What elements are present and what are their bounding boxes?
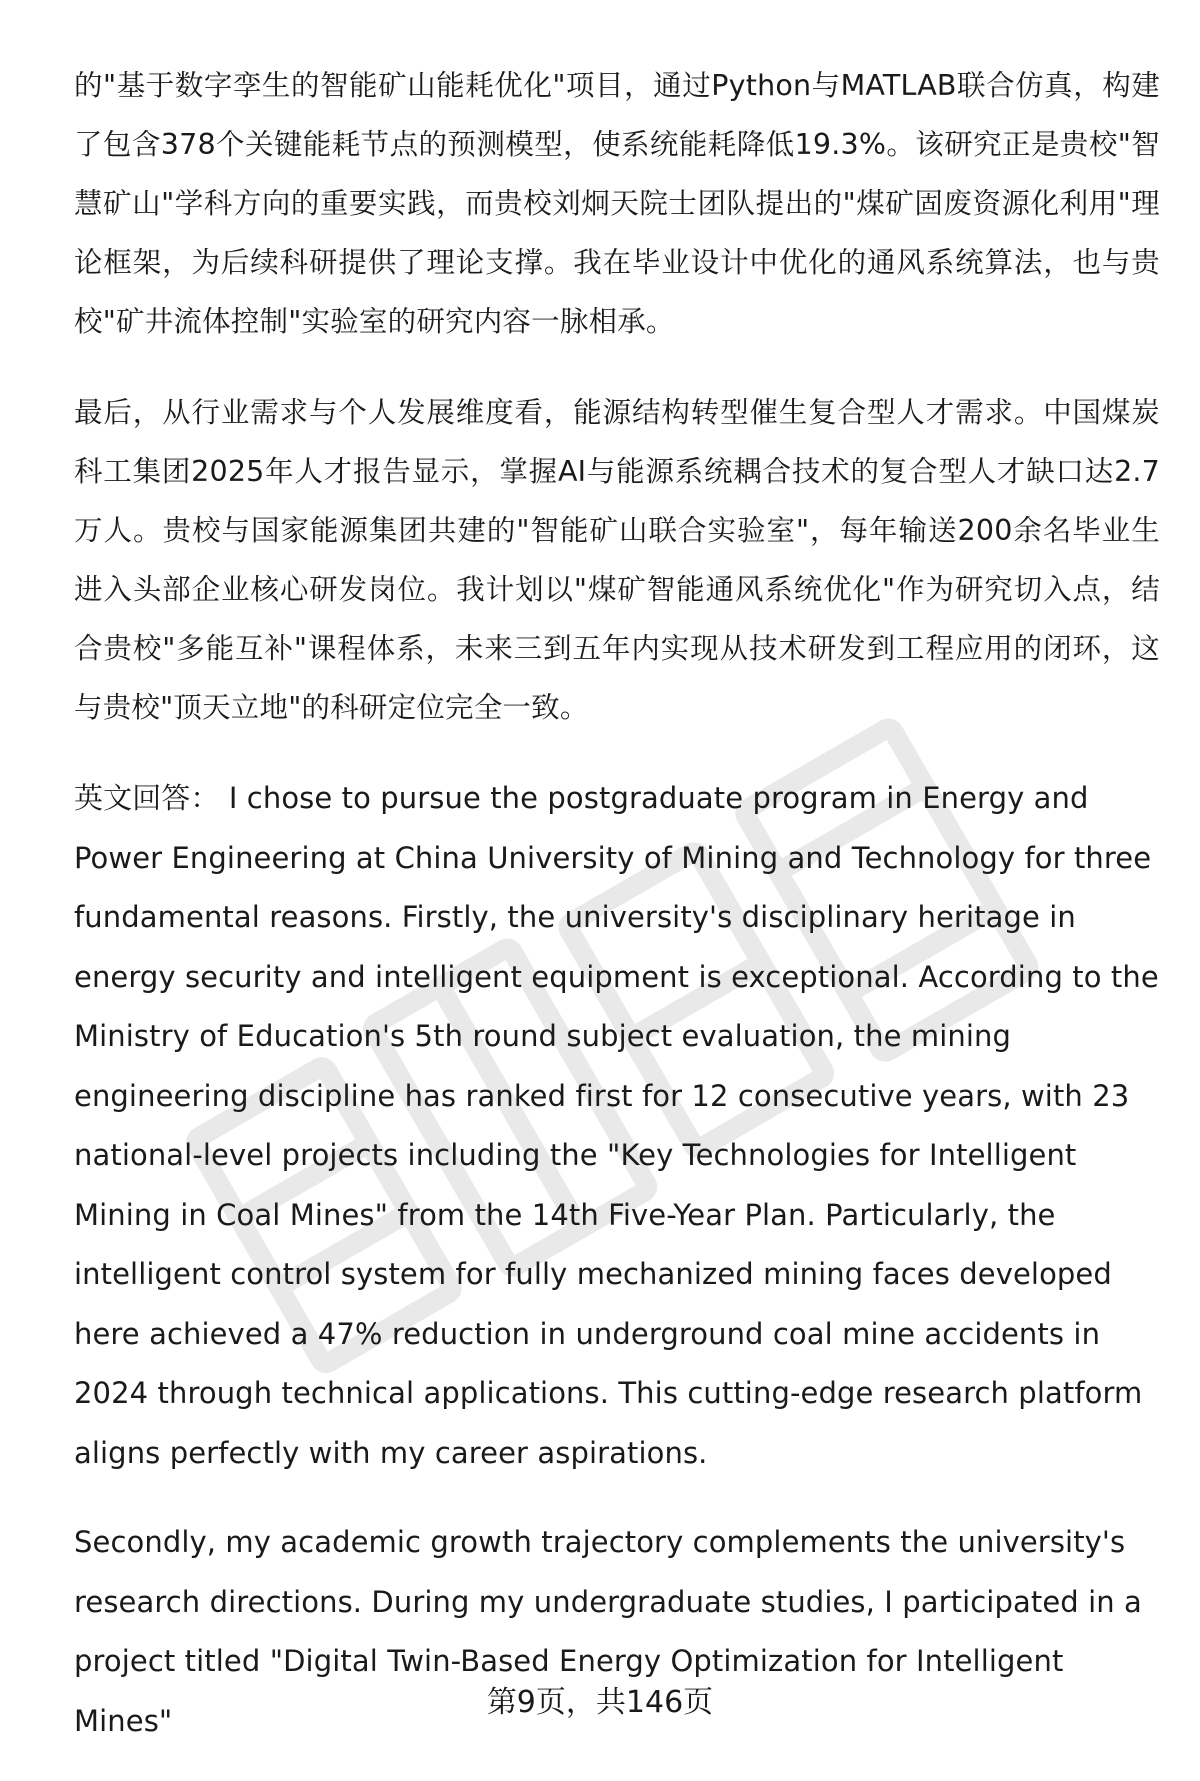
paragraph-project-background: 的"基于数字孪生的智能矿山能耗优化"项目，通过Python与MATLAB联合仿真，构建了包含378个关键能耗节点的预测模型，使系统能耗降低19.3%。该研究正是贵校"智慧矿山"学科方向的重要实践，而贵校刘炯天院士团队提出的"煤矿固废资源化利用"理论框架，为后续科研提供了理论支撑。我在毕业设计中优化的通风系统算法，也与贵校"矿井流体控制"实验室的研究内容一脉相承。	[74, 69, 1160, 338]
page-number-footer: 第9页，共146页	[486, 1685, 714, 1720]
paragraph-english-secondly: Secondly, my academic growth trajectory complements the university's research directions. During my undergraduate studies, I participated in a project titled "Digital Twin-Based Energy Optimization for Intelligent Mines"	[74, 1525, 1142, 1738]
paragraph-industry-demand: 最后，从行业需求与个人发展维度看，能源结构转型催生复合型人才需求。中国煤炭科工集团2025年人才报告显示，掌握AI与能源系统耦合技术的复合型人才缺口达2.7万人。贵校与国家能源集团共建的"智能矿山联合实验室"，每年输送200余名毕业生进入头部企业核心研发岗位。我计划以"煤矿智能通风系统优化"作为研究切入点，结合贵校"多能互补"课程体系，未来三到五年内实现从技术研发到工程应用的闭环，这与贵校"顶天立地"的科研定位完全一致。	[74, 396, 1160, 724]
paragraph-english-answer: 英文回答： I chose to pursue the postgraduate program in Energy and Power Engineering at China University of Mining and Technology for three fundamental reasons. Firstly, the university's disciplinary heritage in energy security and intelligent equipment is exceptional. According to the Ministry of Education's 5th round subject evaluation, the mining engineering discipline has ranked first for 12 consecutive years, with 23 national-level projects including the "Key Technologies for Intelligent Mining in Coal Mines" from the 14th Five-Year Plan. Particularly, the intelligent control system for fully mechanized mining faces developed here achieved a 47% reduction in underground coal mine accidents in 2024 through technical applications. This cutting-edge research platform aligns perfectly with my career aspirations.	[74, 781, 1159, 1470]
document-body	[74, 56, 1160, 1781]
